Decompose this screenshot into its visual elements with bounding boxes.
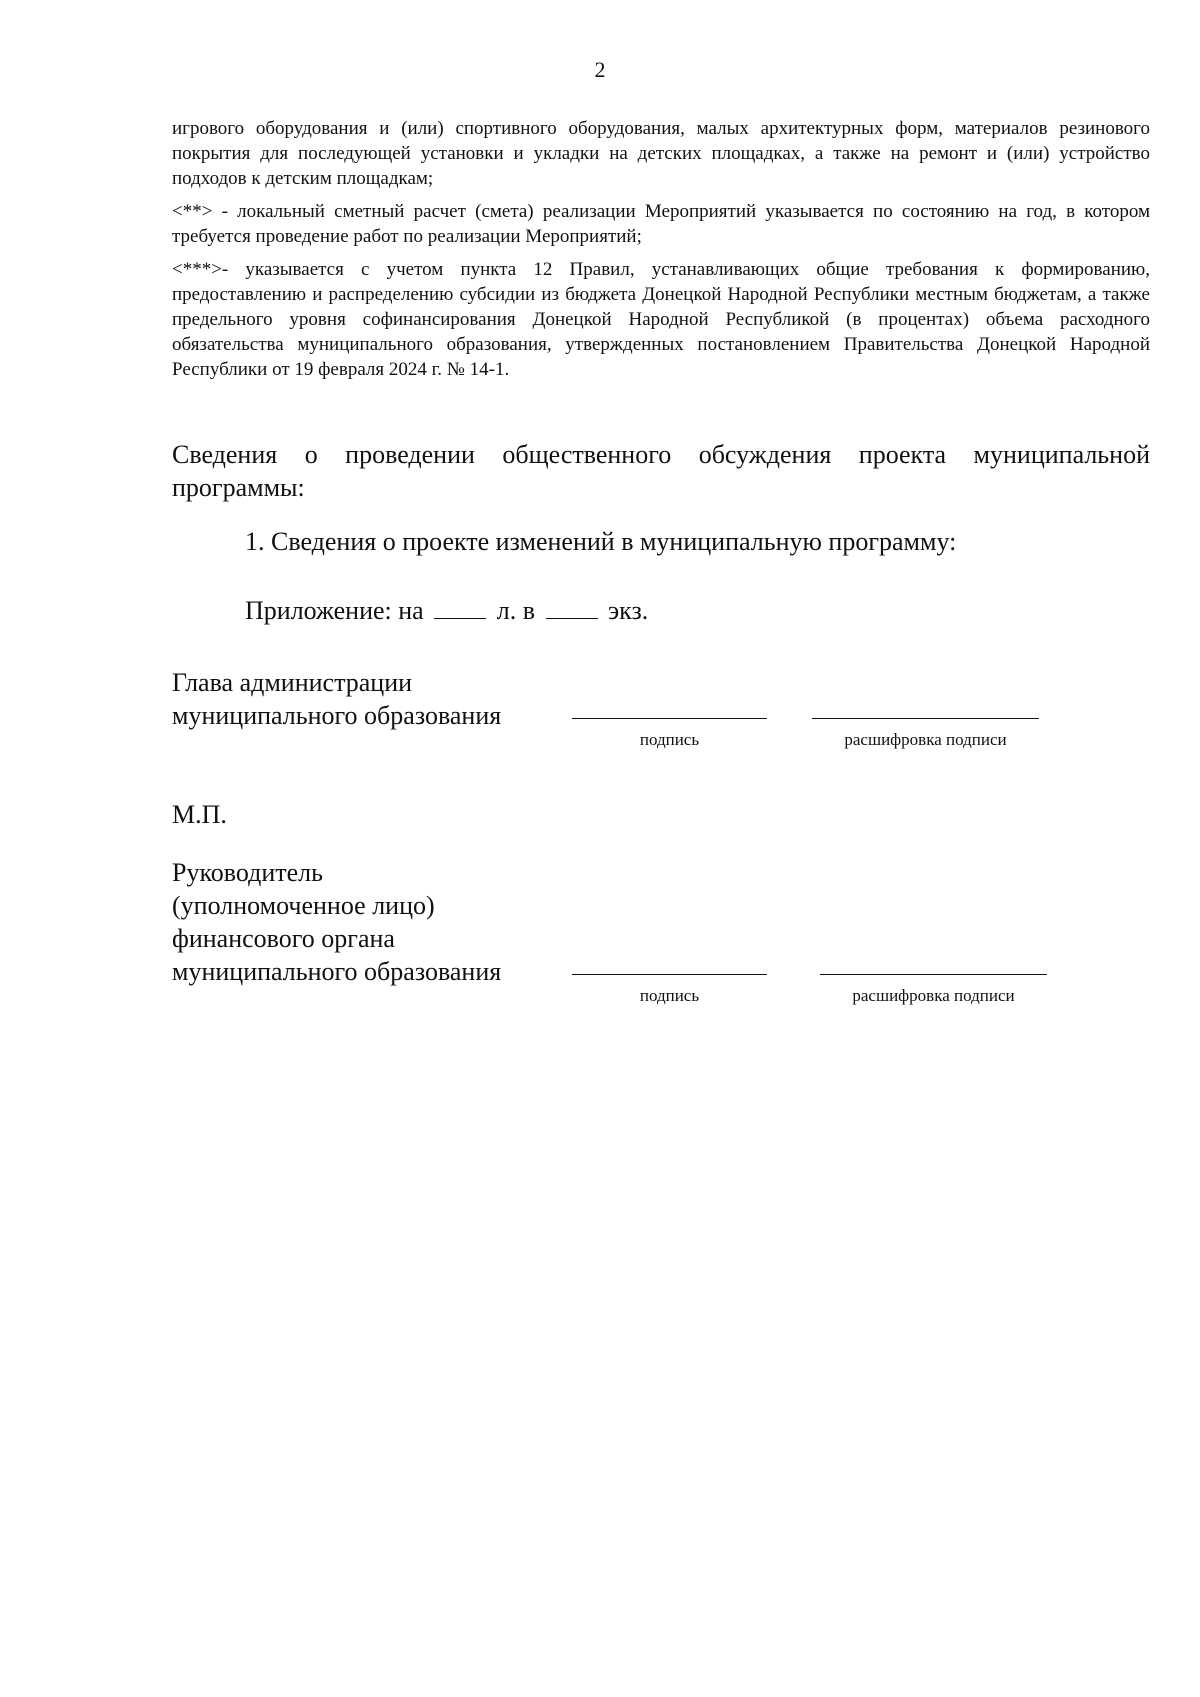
head-signature-caption: подпись [639, 730, 700, 749]
page-number: 2 [594, 57, 606, 82]
finance-signature-caption: подпись [639, 986, 700, 1005]
footnote-double-star: <**> - локальный сметный расчет (смета) реализации Мероприятий указывается по состоянию на год, в котором требуется проведение работ по реализации Мероприятий; [172, 201, 1150, 247]
attachment-prefix: Приложение: на [245, 596, 424, 625]
stamp-place: М.П. [172, 800, 227, 829]
attachment-middle: л. в [496, 596, 535, 625]
finance-signature-line [572, 974, 767, 975]
head-signature-line [572, 718, 767, 719]
finance-decoding-caption: расшифровка подписи [852, 986, 1015, 1005]
copies-count-blank [546, 596, 598, 619]
attachment-line [245, 594, 648, 627]
footnotes [172, 116, 1150, 390]
finance-head-line3: финансового органа [172, 924, 395, 953]
head-title-line2: муниципального образования [172, 701, 502, 730]
head-decoding-line [812, 718, 1039, 719]
list-item-1: 1. Сведения о проекте изменений в муниципальную программу: [245, 527, 957, 556]
head-decoding-caption: расшифровка подписи [844, 730, 1007, 749]
footnote-continuation: игрового оборудования и (или) спортивного оборудования, малых архитектурных форм, материалов резинового покрытия для последующей установки и укладки на детских площадках, а также на ремонт и (или) устройство подходов к детским площадкам; [172, 118, 1150, 189]
finance-head-line1: Руководитель [172, 858, 323, 887]
sheets-count-blank [434, 596, 486, 619]
finance-head-line2: (уполномоченное лицо) [172, 891, 435, 920]
head-title-line1: Глава администрации [172, 668, 413, 697]
attachment-suffix: экз. [608, 596, 649, 625]
section-heading: Сведения о проведении общественного обсуждения проекта муниципальной программы: [172, 440, 1150, 502]
footnote-triple-star: <***>- указывается с учетом пункта 12 Правил, устанавливающих общие требования к формированию, предоставлению и распределению субсидии из бюджета Донецкой Народной Республики местным бюджетам, а также предельного уровня софинансирования Донецкой Народной Республикой (в процентах) объема расходного обязательства муниципального образования, утвержденных постановлением Правительства Донецкой Народной Республики от 19 февраля 2024 г. № 14-1. [172, 259, 1150, 380]
finance-decoding-line [820, 974, 1047, 975]
finance-head-line4: муниципального образования [172, 957, 502, 986]
